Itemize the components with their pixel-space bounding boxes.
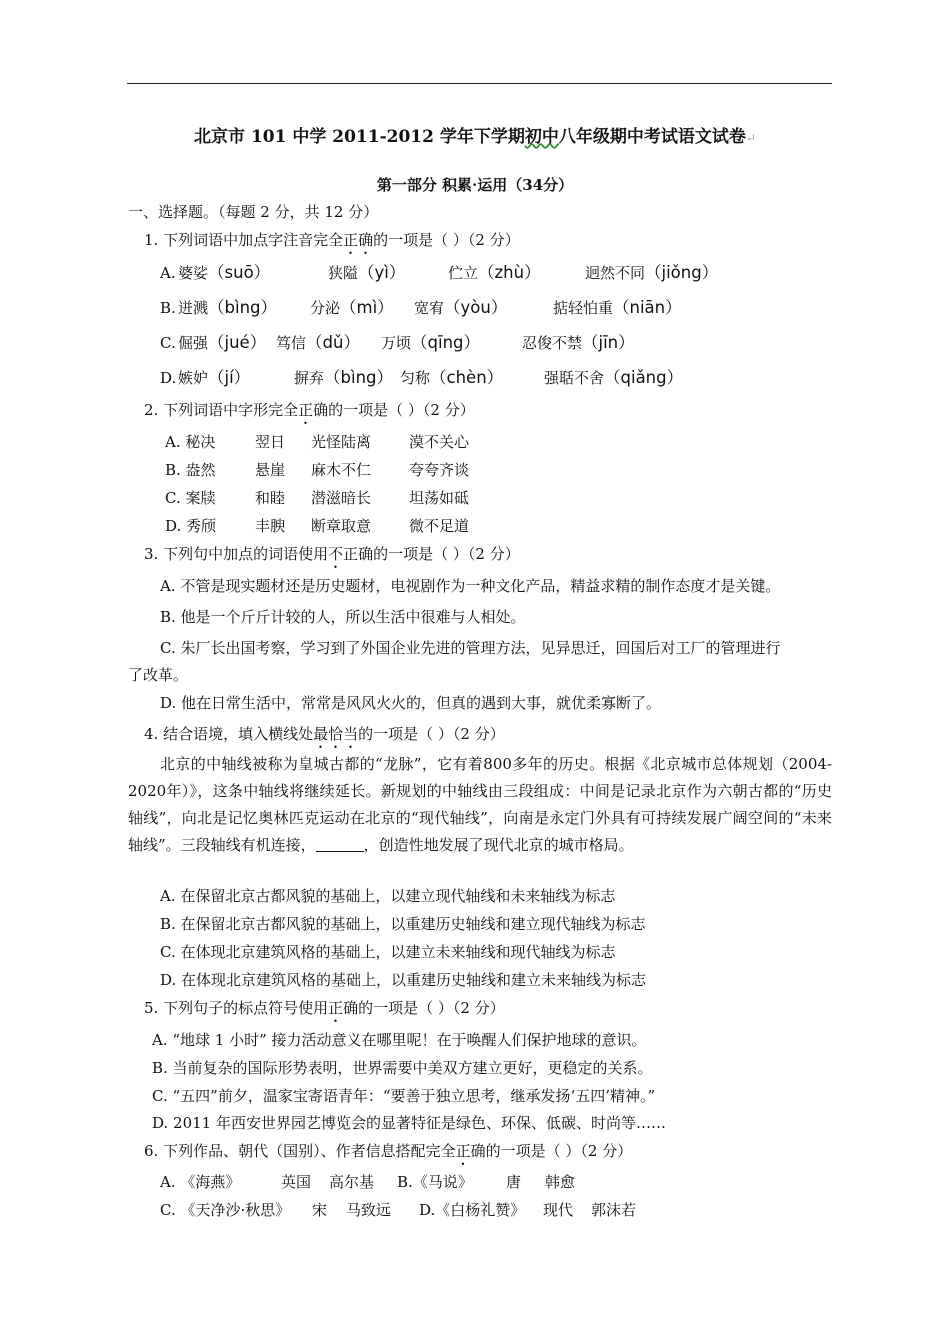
text-q1-D-w3: 匀称 xyxy=(400,369,431,387)
text-q1-C-p4: （jīn） xyxy=(582,333,635,352)
text-span xyxy=(553,298,682,318)
text-q2-rows-0-0: A. 秘决 xyxy=(165,433,216,451)
question-5-option-d: D. 2011 年西安世界园艺博览会的显著特征是绿色、环保、低碳、时尚等…… xyxy=(152,1114,666,1132)
text-q1-B-p1: （bìng） xyxy=(208,298,278,317)
text-q6-row2-5: 郭沫若 xyxy=(591,1201,637,1219)
text-q1-A-w1: 婆娑 xyxy=(178,264,209,282)
text-q1-A-w3: 伫立 xyxy=(448,264,479,282)
text-span xyxy=(178,298,277,318)
text-q1-A-p4: （jiǒng） xyxy=(645,263,719,282)
text-q1-C-w1: 倔强 xyxy=(178,334,209,352)
text-q6-row1-0: A. 《海燕》 xyxy=(160,1173,241,1191)
text-q1-D-p3: （chèn） xyxy=(430,368,504,387)
question-5-stem xyxy=(144,998,505,1026)
text-q1-A-w2: 狭隘 xyxy=(328,264,359,282)
text-span xyxy=(585,263,718,283)
text-q1-B-w3: 宽宥 xyxy=(414,299,445,317)
text-q2-rows-1-0: B. 盎然 xyxy=(165,461,216,479)
header-rule xyxy=(127,83,832,84)
text-q6-stem-b: 确的一项是（ ）（2 分） xyxy=(470,1142,633,1160)
text-q2-rows-0-3: 漠不关心 xyxy=(409,433,470,451)
text-q6-row1-2: 高尔基 xyxy=(329,1173,375,1191)
text-q6-row2-0: C. 《天净沙·秋思》 xyxy=(160,1201,291,1219)
text-span xyxy=(310,298,394,318)
text-q1-A-p1: （suō） xyxy=(208,263,271,282)
text-q2-rows-0-1: 翌日 xyxy=(255,433,286,451)
part-heading: 第一部分 积累·运用（34分） xyxy=(376,176,574,194)
text-span xyxy=(448,263,541,283)
text-q6-stem-dot: 正 xyxy=(455,1142,471,1160)
question-3-option-d: D. 他在日常生活中，常常是风风火火的，但真的遇到大事，就优柔寡断了。 xyxy=(160,694,662,712)
text-span xyxy=(178,368,250,388)
text-q5-stem-a: 5. 下列句子的标点符号使用 xyxy=(144,999,329,1017)
text-q1-C-w4: 忍俊不禁 xyxy=(522,334,583,352)
document-title xyxy=(0,127,950,148)
text-q2-rows-1-2: 麻木不仁 xyxy=(311,461,372,479)
text-q2-rows-2-1: 和睦 xyxy=(255,489,286,507)
section-heading: 一、选择题。（每题 2 分，共 12 分） xyxy=(128,203,379,221)
text-span xyxy=(178,263,270,283)
text-q2-rows-3-0: D. 秀颀 xyxy=(165,517,217,535)
question-3-option-c-cont: 了改革。 xyxy=(128,666,189,684)
text-q1-D-w4: 强聒不舍 xyxy=(544,369,605,387)
text-q1-B-w2: 分泌 xyxy=(310,299,341,317)
question-4-option-b: B. 在保留北京古都风貌的基础上，以重建历史轴线和建立现代轴线为标志 xyxy=(160,915,646,933)
question-4-option-a: A. 在保留北京古都风貌的基础上，以建立现代轴线和未来轴线为标志 xyxy=(160,887,616,905)
text-q4-stem-b: 的一项是（ ）（2 分） xyxy=(358,725,505,743)
text-q6-row2-3: D.《白杨礼赞》 xyxy=(419,1201,526,1219)
title-text-underlined: 初中 xyxy=(524,127,559,147)
question-5-option-b: B. 当前复杂的国际形势表明，世界需要中美双方建立更好，更稳定的关系。 xyxy=(152,1059,653,1077)
text-q1-B-w4: 掂轻怕重 xyxy=(553,299,614,317)
text-q1-A-p3: （zhù） xyxy=(478,263,541,282)
text-q6-row2-2: 马致远 xyxy=(346,1201,392,1219)
text-q1-stem-a: 1. 下列词语中加点字注音完全 xyxy=(144,231,344,249)
text-q4-stem-dot: 最恰当 xyxy=(313,725,359,743)
text-q2-stem-b: 确的一项是（ ）（2 分） xyxy=(313,401,475,419)
text-q2-rows-3-3: 微不足道 xyxy=(409,517,470,535)
text-q4-passage-b: ，创造性地发展了现代北京的城市格局。 xyxy=(363,836,634,854)
text-q6-row1-5: 韩愈 xyxy=(545,1173,576,1191)
text-q1-A-label: A. xyxy=(160,264,176,282)
text-q2-rows-2-3: 坦荡如砥 xyxy=(409,489,470,507)
title-text-end: 八年级期中考试语文试卷 xyxy=(558,127,746,147)
text-q1-B-label: B. xyxy=(160,299,176,317)
question-5-option-c: C. “五四”前夕，温家宝寄语青年：“要善于独立思考，继承发扬‘五四’精神。” xyxy=(152,1087,656,1105)
text-q1-D-w1: 嫉妒 xyxy=(178,369,209,387)
text-q1-B-p2: （mì） xyxy=(340,298,394,317)
text-q1-stem-b: 的一项是（ ）（2 分） xyxy=(373,231,520,249)
text-q5-stem-dot: 正 xyxy=(328,999,344,1017)
question-2-stem xyxy=(144,400,475,428)
text-q2-rows-1-1: 悬崖 xyxy=(255,461,286,479)
text-q2-rows-3-2: 断章取意 xyxy=(311,517,372,535)
text-q3-stem-b: 正确的一项是（ ）（2 分） xyxy=(343,545,520,563)
text-q1-A-p2: （yì） xyxy=(358,263,406,282)
question-4-option-c: C. 在体现北京建筑风格的基础上，以建立未来轴线和现代轴线为标志 xyxy=(160,943,616,961)
text-q1-D-label: D. xyxy=(160,369,177,387)
text-span xyxy=(328,263,405,283)
question-3-option-a: A. 不管是现实题材还是历史题材，电视剧作为一种文化产品，精益求精的制作态度才是关键。 xyxy=(160,577,781,595)
text-q2-stem-dot: 正 xyxy=(298,401,314,419)
text-q2-stem-a: 2. 下列词语中字形完全 xyxy=(144,401,299,419)
text-q6-row2-4: 现代 xyxy=(543,1201,574,1219)
text-q1-C-w2: 笃信 xyxy=(276,334,307,352)
text-q6-row1-3: B.《马说》 xyxy=(397,1173,473,1191)
text-q1-C-p2: （dǔ） xyxy=(306,333,360,352)
question-4-option-d: D. 在体现北京建筑风格的基础上，以重建历史轴线和建立未来轴线为标志 xyxy=(160,971,647,989)
text-q1-D-p4: （qiǎng） xyxy=(604,368,684,387)
text-q1-C-p1: （jué） xyxy=(208,333,267,352)
text-q2-rows-3-1: 丰腴 xyxy=(255,517,286,535)
question-5-option-a: A. “地球 1 小时” 接力活动意义在哪里呢！在于唤醒人们保护地球的意识。 xyxy=(152,1031,647,1049)
text-span xyxy=(294,368,393,388)
text-q4-stem-a: 4. 结合语境，填入横线处 xyxy=(144,725,314,743)
text-q6-row1-4: 唐 xyxy=(506,1173,522,1191)
text-span xyxy=(522,333,635,353)
text-q1-D-w2: 摒弃 xyxy=(294,369,325,387)
text-q2-rows-0-2: 光怪陆离 xyxy=(311,433,372,451)
text-q3-stem-dot: 不 xyxy=(328,545,344,563)
text-q1-B-p3: （yòu） xyxy=(444,298,508,317)
question-6-stem xyxy=(144,1141,632,1169)
text-q6-stem-a: 6. 下列作品、朝代（国别）、作者信息搭配完全 xyxy=(144,1142,456,1160)
text-span xyxy=(381,333,480,353)
text-span xyxy=(414,298,507,318)
text-q2-rows-2-2: 潜滋暗长 xyxy=(311,489,372,507)
text-span xyxy=(276,333,360,353)
text-q1-C-w3: 万顷 xyxy=(381,334,412,352)
fill-blank xyxy=(316,835,364,852)
text-q3-stem-a: 3. 下列句中加点的词语使用 xyxy=(144,545,329,563)
text-q1-D-p1: （jí） xyxy=(208,368,251,387)
question-4-stem xyxy=(144,724,505,752)
text-q6-row2-1: 宋 xyxy=(312,1201,328,1219)
question-3-option-c: C. 朱厂长出国考察，学习到了外国企业先进的管理方法，见异思迁，回国后对工厂的管理进行 xyxy=(160,639,781,657)
text-q1-A-w4: 迥然不同 xyxy=(585,264,646,282)
text-q6-row1-1: 英国 xyxy=(281,1173,312,1191)
paragraph-mark: ↵ xyxy=(745,131,756,145)
text-q1-D-p2: （bìng） xyxy=(324,368,394,387)
text-q2-rows-2-0: C. 案牍 xyxy=(165,489,216,507)
text-q1-C-p3: （qīng） xyxy=(411,333,481,352)
text-q4-passage-a: 北京的中轴线被称为皇城古都的“龙脉”，它有着800多年的历史。根据《北京城市总体规划（2004-2020年）》，这条中轴线将继续延长。新规划的中轴线由三段组成：中间是记录北京作为六朝古都的“历史轴线”，向北是记忆奥林匹克运动在北京的“现代轴线”，向南是永定门外具有可持续发展广阔空间的“未来轴线”。三段轴线有机连接， xyxy=(128,755,832,854)
text-span xyxy=(178,333,266,353)
question-3-option-b: B. 他是一个斤斤计较的人，所以生活中很难与人相处。 xyxy=(160,608,526,626)
title-text: 北京市 101 中学 2011-2012 学年下学期 xyxy=(194,127,525,147)
text-span xyxy=(544,368,683,388)
text-q2-rows-1-3: 夸夸齐谈 xyxy=(409,461,470,479)
question-3-stem xyxy=(144,544,520,572)
text-span xyxy=(400,368,503,388)
text-q1-stem-dot: 正确 xyxy=(343,231,374,249)
text-q1-B-p4: （niān） xyxy=(613,298,682,317)
text-q1-C-label: C. xyxy=(160,334,176,352)
question-4-passage xyxy=(128,751,832,859)
text-q1-B-w1: 迸溅 xyxy=(178,299,209,317)
text-q5-stem-b: 确的一项是（ ）（2 分） xyxy=(343,999,505,1017)
question-1-stem xyxy=(144,230,520,258)
